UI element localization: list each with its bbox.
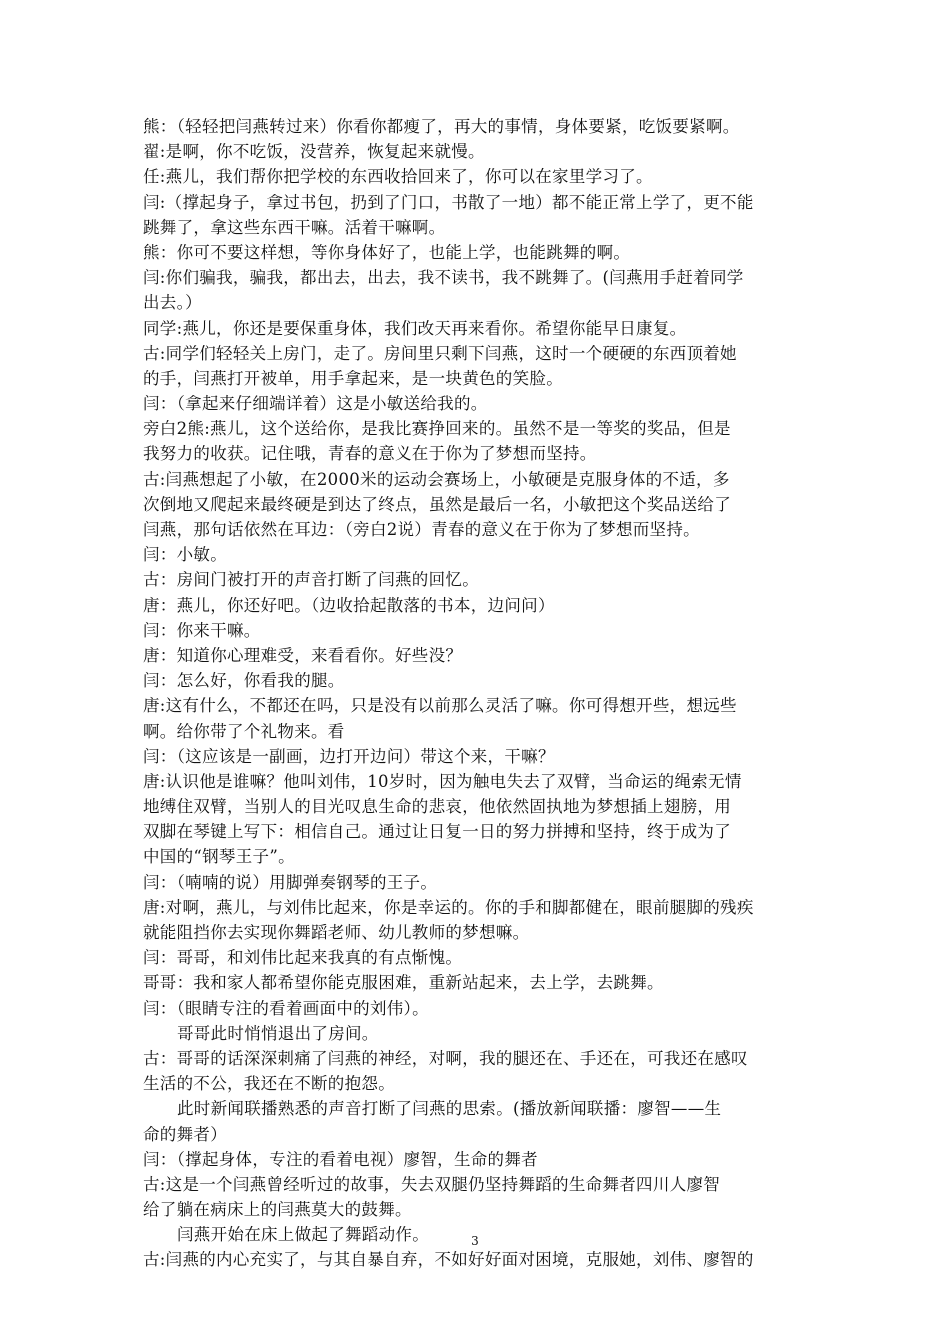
text-line: 古:闫燕的内心充实了，与其自暴自弃，不如好好面对困境，克服她，刘伟、廖智的 xyxy=(143,1250,754,1270)
text-line: 闫：哥哥，和刘伟比起来我真的有点惭愧。 xyxy=(143,948,463,968)
text-line: 古：哥哥的话深深刺痛了闫燕的神经，对啊，我的腿还在、手还在，可我还在感叹 xyxy=(143,1048,748,1068)
text-line: 哥哥：我和家人都希望你能克服困难，重新站起来，去上学，去跳舞。 xyxy=(143,973,664,993)
text-line: 就能阻挡你去实现你舞蹈老师、幼儿教师的梦想嘛。 xyxy=(143,923,530,942)
text-line: 跳舞了，拿这些东西干嘛。活着干嘛啊。 xyxy=(143,217,446,237)
text-line: 闫：你来干嘛。 xyxy=(143,620,261,640)
text-line: 同学:燕儿，你还是要保重身体，我们改天再来看你。希望你能早日康复。 xyxy=(143,318,687,338)
text-line-indented: 哥哥此时悄悄退出了房间。 xyxy=(177,1023,379,1043)
text-line: 中国的“钢琴王子”。 xyxy=(143,847,295,867)
page-number: 3 xyxy=(471,1234,479,1248)
text-line: 唐：知道你心理难受，来看看你。好些没？ xyxy=(143,645,463,665)
text-line: 闫:（撑起身子，拿过书包，扔到了门口，书散了一地）都不能正常上学了，更不能 xyxy=(143,192,754,212)
text-line: 次倒地又爬起来最终硬是到达了终点，虽然是最后一名，小敏把这个奖品送给了 xyxy=(143,494,731,514)
text-line: 的手，闫燕打开被单，用手拿起来，是一块黄色的笑脸。 xyxy=(143,368,563,388)
text-line: 古:闫燕想起了小敏，在2000米的运动会赛场上，小敏硬是克服身体的不适，多 xyxy=(143,469,730,489)
document-body xyxy=(143,114,811,1273)
text-line: 闫：（拿起来仔细端详着）这是小敏送给我的。 xyxy=(143,394,488,414)
text-line: 古:这是一个闫燕曾经听过的故事，失去双腿仍坚持舞蹈的生命舞者四川人廖智 xyxy=(143,1174,721,1194)
text-line: 闫：怎么好，你看我的腿。 xyxy=(143,671,345,691)
text-line: 古:同学们轻轻关上房门，走了。房间里只剩下闫燕，这时一个硬硬的东西顶着她 xyxy=(143,343,737,363)
text-line: 生活的不公，我还在不断的抱怨。 xyxy=(143,1074,395,1094)
text-line: 熊：（轻轻把闫燕转过来）你看你都瘦了，再大的事情，身体要紧，吃饭要紧啊。 xyxy=(143,117,740,136)
text-line: 唐：燕儿，你还好吧。（边收拾起散落的书本，边问问） xyxy=(143,595,555,615)
text-line: 古：房间门被打开的声音打断了闫燕的回忆。 xyxy=(143,570,479,590)
text-line: 熊：你可不要这样想，等你身体好了，也能上学，也能跳舞的啊。 xyxy=(143,242,631,262)
text-line: 啊。给你带了个礼物来。看 xyxy=(143,721,345,741)
text-line: 闫：（喃喃的说）用脚弹奏钢琴的王子。 xyxy=(143,872,438,892)
text-line: 给了躺在病床上的闫燕莫大的鼓舞。 xyxy=(143,1200,412,1220)
text-line: 任:燕儿，我们帮你把学校的东西收拾回来了，你可以在家里学习了。 xyxy=(143,167,653,187)
text-line: 我努力的收获。记住哦，青春的意义在于你为了梦想而坚持。 xyxy=(143,444,597,464)
text-line: 命的舞者） xyxy=(143,1124,227,1144)
text-line: 翟:是啊，你不吃饭，没营养，恢复起来就慢。 xyxy=(143,142,485,162)
text-line: 闫：（这应该是一副画，边打开边问）带这个来，干嘛？ xyxy=(143,746,555,766)
text-line: 双脚在琴键上写下：相信自己。通过让日复一日的努力拼搏和坚持，终于成为了 xyxy=(143,822,731,842)
text-line: 地缚住双臂，当别人的目光叹息生命的悲哀，他依然固执地为梦想插上翅膀，用 xyxy=(143,797,731,817)
text-line: 唐:对啊，燕儿，与刘伟比起来，你是幸运的。你的手和脚都健在，眼前腿脚的残疾 xyxy=(143,897,754,917)
text-line: 闫燕，那句话依然在耳边：（旁白2说）青春的意义在于你为了梦想而坚持。 xyxy=(143,520,700,539)
text-line-indented: 此时新闻联播熟悉的声音打断了闫燕的思索。(播放新闻联播：廖智——生 xyxy=(177,1099,722,1119)
text-line: 唐:认识他是谁嘛？他叫刘伟，10岁时，因为触电失去了双臂，当命运的绳索无情 xyxy=(143,771,742,791)
text-line: 闫：小敏。 xyxy=(143,545,227,565)
text-line: 闫:你们骗我，骗我，都出去，出去，我不读书，我不跳舞了。(闫燕用手赶着同学 xyxy=(143,268,744,288)
text-line: 闫：（眼睛专注的看着画面中的刘伟）。 xyxy=(143,998,429,1018)
text-line: 出去。） xyxy=(143,293,202,313)
text-line: 旁白2熊:燕儿，这个送给你，是我比赛挣回来的。虽然不是一等奖的奖品，但是 xyxy=(143,419,731,439)
text-line: 闫：（撑起身体，专注的看着电视）廖智，生命的舞者 xyxy=(143,1149,538,1169)
text-line-indented: 闫燕开始在床上做起了舞蹈动作。 xyxy=(177,1225,429,1245)
text-line: 唐:这有什么，不都还在吗，只是没有以前那么灵活了嘛。你可得想开些，想远些 xyxy=(143,696,737,716)
